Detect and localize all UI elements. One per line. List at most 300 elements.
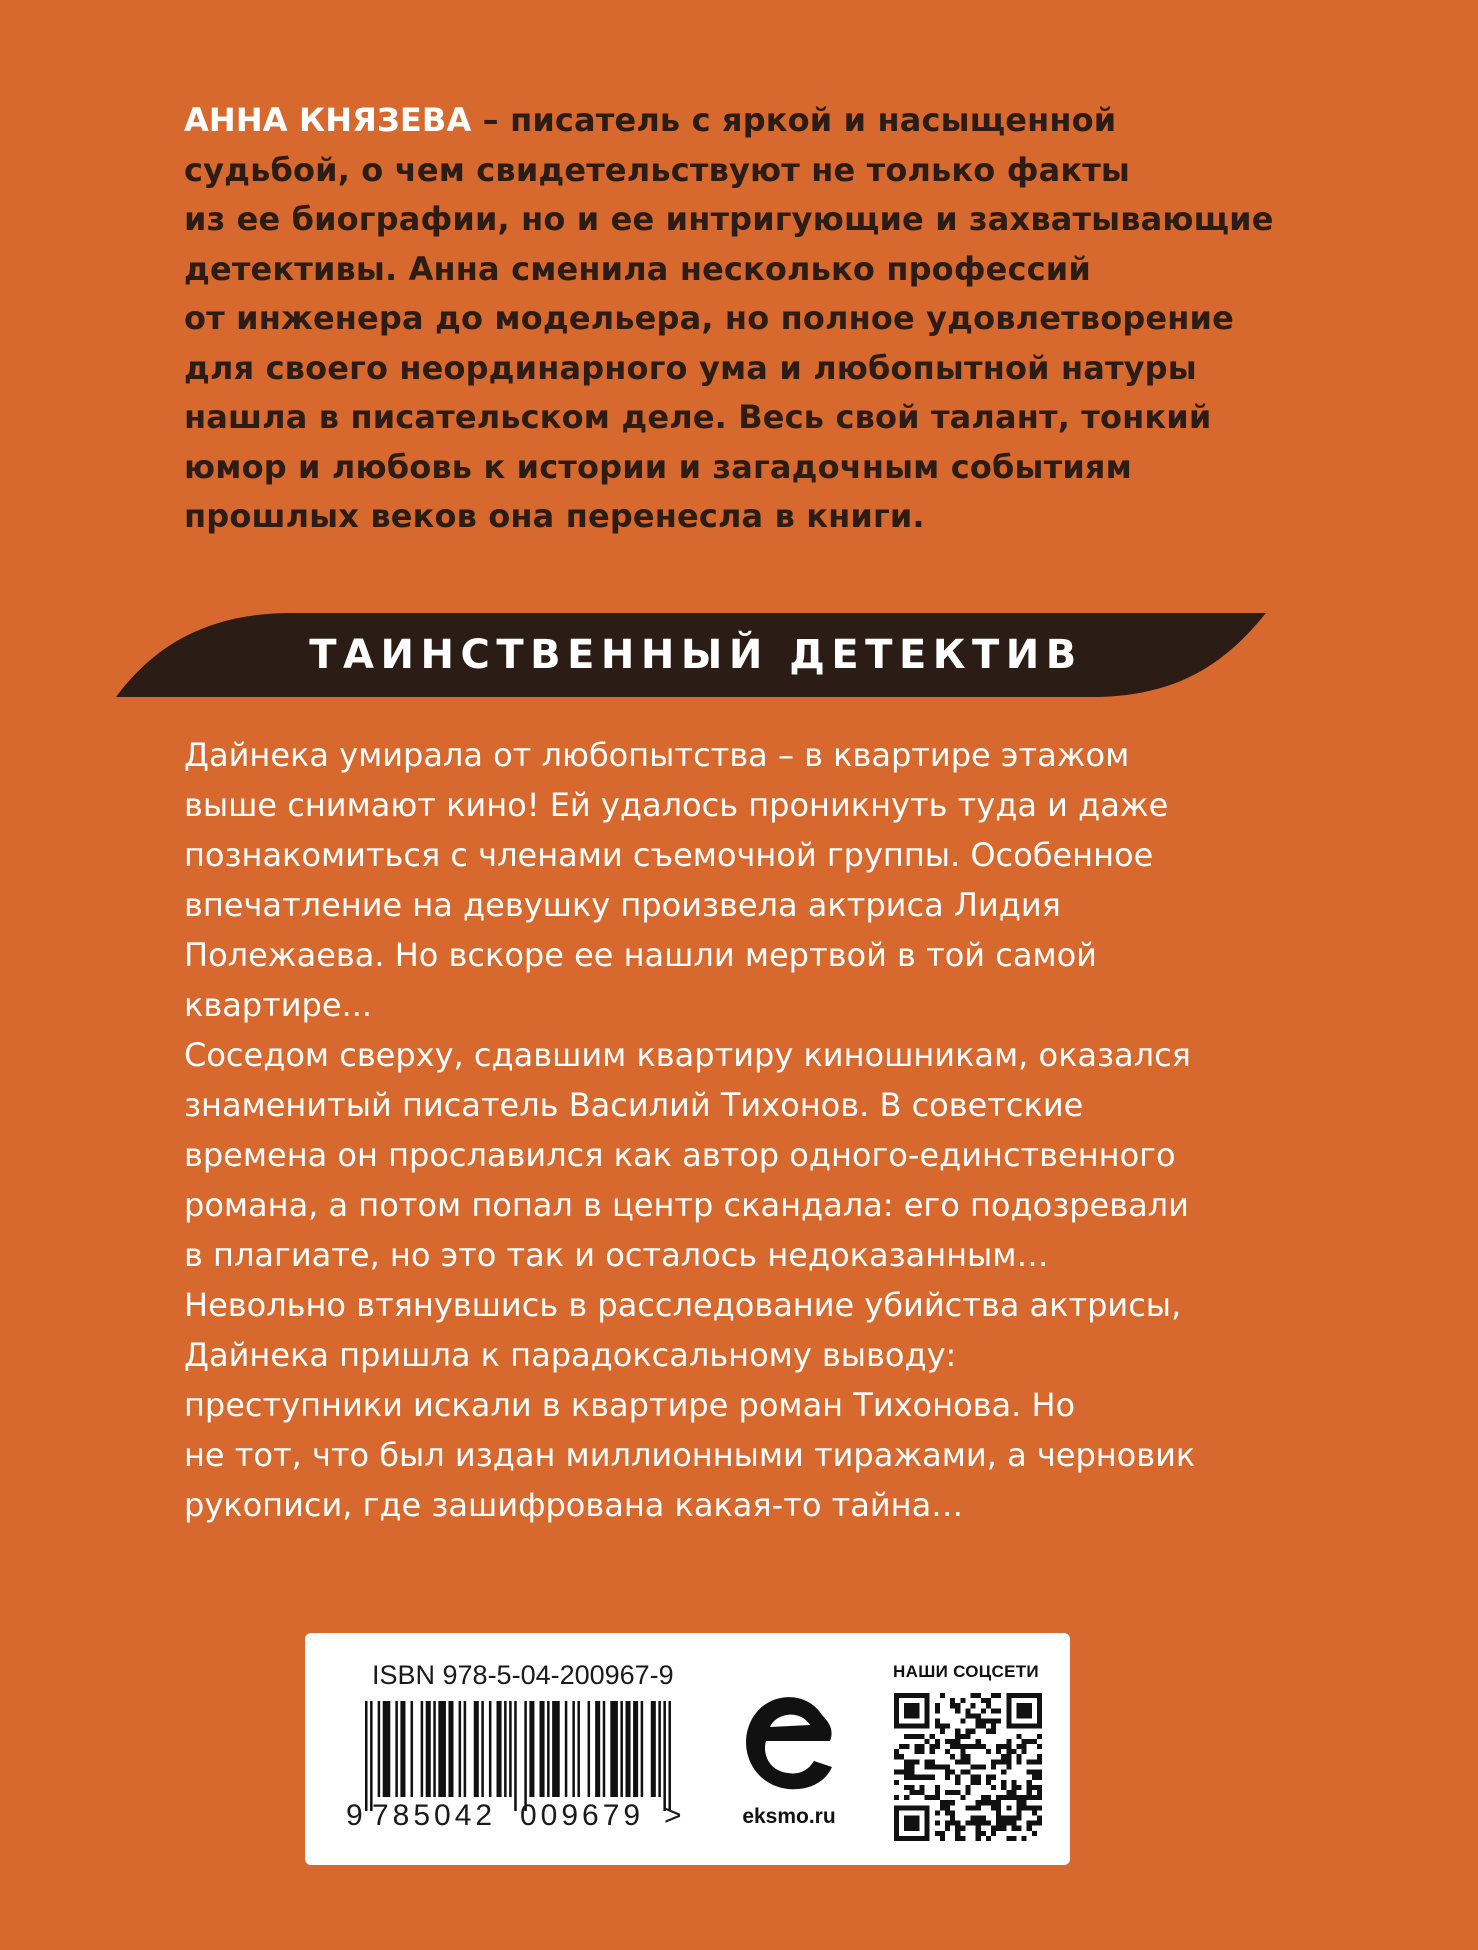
bio-first-line xyxy=(184,96,1304,146)
qr-module xyxy=(996,1821,1001,1826)
qr-module xyxy=(955,1826,960,1831)
social-title: НАШИ СОЦСЕТИ xyxy=(893,1662,1039,1681)
barcode-bar xyxy=(663,1701,666,1811)
book-annotation xyxy=(184,730,1304,1530)
qr-module xyxy=(986,1749,991,1754)
qr-module xyxy=(1011,1826,1016,1831)
qr-module xyxy=(976,1739,981,1744)
qr-module xyxy=(986,1800,991,1805)
qr-module xyxy=(991,1826,996,1831)
barcode-bar xyxy=(509,1701,512,1797)
qr-module xyxy=(981,1795,986,1800)
qr-module xyxy=(935,1719,940,1724)
qr-module xyxy=(1037,1775,1042,1780)
barcode-left-digits: 785042 xyxy=(372,1799,497,1832)
qr-module xyxy=(935,1790,940,1795)
barcode-bar xyxy=(524,1701,527,1811)
qr-module xyxy=(1022,1795,1027,1800)
qr-module xyxy=(1006,1821,1011,1826)
qr-module xyxy=(1011,1785,1016,1790)
qr-module xyxy=(945,1724,950,1729)
qr-module xyxy=(976,1764,981,1769)
qr-module xyxy=(925,1795,930,1800)
qr-module xyxy=(991,1724,996,1729)
barcode-bar xyxy=(365,1701,368,1811)
barcode-bar xyxy=(651,1701,656,1797)
qr-module xyxy=(971,1744,976,1749)
qr-module xyxy=(960,1754,965,1759)
qr-module xyxy=(991,1775,996,1780)
annotation-line: времена он прославился как автор одного-единственного xyxy=(184,1136,1176,1174)
qr-module xyxy=(1037,1785,1042,1790)
qr-module xyxy=(965,1734,970,1739)
qr-module xyxy=(945,1790,950,1795)
qr-module xyxy=(965,1729,970,1734)
qr-module xyxy=(1006,1739,1011,1744)
annotation-line: выше снимают кино! Ей удалось проникнуть туда и даже xyxy=(184,786,1169,824)
qr-module xyxy=(914,1775,919,1780)
barcode-bar xyxy=(438,1701,446,1797)
qr-module xyxy=(1027,1785,1032,1790)
qr-module xyxy=(976,1780,981,1785)
qr-module xyxy=(940,1729,945,1734)
qr-module xyxy=(935,1739,940,1744)
barcode-bar xyxy=(668,1701,671,1811)
bio-line: юмор и любовь к истории и загадочным событиям xyxy=(184,447,1132,486)
barcode-bar xyxy=(633,1701,638,1797)
qr-module xyxy=(955,1708,960,1713)
qr-module xyxy=(935,1795,940,1800)
qr-module xyxy=(991,1759,996,1764)
qr-module xyxy=(930,1744,935,1749)
qr-module xyxy=(1027,1805,1032,1810)
qr-module xyxy=(909,1775,914,1780)
qr-module xyxy=(935,1744,940,1749)
qr-module xyxy=(971,1713,976,1718)
qr-module xyxy=(1001,1826,1006,1831)
qr-module xyxy=(1037,1815,1042,1820)
annotation-line: впечатление на девушку произвела актриса Лидия xyxy=(184,886,1061,924)
qr-module xyxy=(945,1764,950,1769)
qr-module xyxy=(1037,1734,1042,1739)
qr-module xyxy=(1022,1739,1027,1744)
qr-module xyxy=(976,1724,981,1729)
annotation-line: Невольно втянувшись в расследование убийства актрисы, xyxy=(184,1286,1182,1324)
qr-module xyxy=(925,1739,930,1744)
qr-module xyxy=(971,1815,976,1820)
qr-module xyxy=(1022,1744,1027,1749)
qr-module xyxy=(991,1785,996,1790)
qr-module xyxy=(976,1821,981,1826)
barcode-bar xyxy=(378,1701,381,1797)
qr-module xyxy=(976,1713,981,1718)
qr-module xyxy=(971,1805,976,1810)
qr-module xyxy=(1006,1764,1011,1769)
barcode-bar xyxy=(625,1701,630,1797)
qr-module xyxy=(986,1836,991,1841)
annotation-line: романа, а потом попал в центр скандала: его подозревали xyxy=(184,1186,1189,1224)
qr-module xyxy=(894,1749,899,1754)
qr-module xyxy=(950,1815,955,1820)
qr-module xyxy=(1001,1754,1006,1759)
qr-module xyxy=(1006,1754,1011,1759)
barcode-bar xyxy=(481,1701,484,1797)
bio-line: для своего неординарного ума и любопытной натуры xyxy=(184,348,1197,387)
qr-module xyxy=(904,1764,909,1769)
qr-module xyxy=(1022,1836,1027,1841)
qr-module xyxy=(981,1821,986,1826)
qr-module xyxy=(935,1708,940,1713)
qr-module xyxy=(1032,1831,1037,1836)
annotation-line: знаменитый писатель Василий Тихонов. В советские xyxy=(184,1086,1084,1124)
qr-module xyxy=(960,1749,965,1754)
qr-module xyxy=(981,1800,986,1805)
barcode-bar xyxy=(433,1701,436,1797)
qr-module xyxy=(945,1749,950,1754)
qr-module xyxy=(909,1764,914,1769)
qr-module xyxy=(1016,1703,1031,1718)
qr-module xyxy=(1032,1821,1037,1826)
qr-module xyxy=(894,1754,899,1759)
qr-module xyxy=(945,1821,950,1826)
qr-module xyxy=(940,1693,945,1698)
barcode-bar xyxy=(448,1701,453,1797)
qr-module xyxy=(1027,1770,1032,1775)
qr-module xyxy=(981,1719,986,1724)
qr-module xyxy=(996,1826,1001,1831)
barcode-bar xyxy=(504,1701,507,1797)
barcode-digits xyxy=(346,1799,683,1833)
qr-module xyxy=(1011,1821,1016,1826)
qr-module xyxy=(899,1754,904,1759)
qr-module xyxy=(955,1729,960,1734)
qr-module xyxy=(930,1759,935,1764)
qr-module xyxy=(950,1739,955,1744)
barcode-bar xyxy=(658,1701,661,1797)
qr-module xyxy=(904,1775,909,1780)
qr-module xyxy=(991,1800,996,1805)
qr-module xyxy=(986,1719,991,1724)
qr-module xyxy=(925,1759,930,1764)
qr-module xyxy=(960,1795,965,1800)
qr-module xyxy=(976,1775,981,1780)
qr-module xyxy=(909,1785,914,1790)
genre-banner-label: ТАИНСТВЕННЫЙ ДЕТЕКТИВ xyxy=(309,632,1083,678)
qr-module xyxy=(930,1734,935,1739)
qr-module xyxy=(935,1703,940,1708)
qr-module xyxy=(935,1831,940,1836)
qr-module xyxy=(1032,1770,1037,1775)
qr-module xyxy=(1016,1785,1021,1790)
qr-module xyxy=(894,1770,899,1775)
qr-module xyxy=(971,1821,976,1826)
qr-module xyxy=(935,1821,940,1826)
annotation-line: квартире... xyxy=(184,986,373,1024)
qr-module xyxy=(971,1693,976,1698)
barcode-bar xyxy=(426,1701,431,1797)
qr-module xyxy=(909,1759,914,1764)
qr-module xyxy=(1032,1759,1037,1764)
qr-module xyxy=(965,1805,970,1810)
qr-module xyxy=(945,1770,950,1775)
qr-module xyxy=(981,1815,986,1820)
barcode-bar xyxy=(411,1701,414,1797)
qr-module xyxy=(930,1775,935,1780)
qr-module xyxy=(914,1749,919,1754)
annotation-line: познакомиться с членами съемочной группы. Особенное xyxy=(184,836,1154,874)
qr-module xyxy=(1011,1836,1016,1841)
qr-module xyxy=(945,1810,950,1815)
qr-module xyxy=(950,1754,955,1759)
qr-module xyxy=(1027,1780,1032,1785)
qr-module xyxy=(955,1703,960,1708)
qr-module xyxy=(955,1836,960,1841)
qr-module xyxy=(965,1759,970,1764)
qr-module xyxy=(986,1780,991,1785)
annotation-line: не тот, что был издан миллионными тиражами, а черновик xyxy=(184,1436,1196,1474)
qr-module xyxy=(971,1764,976,1769)
publisher-site: eksmo.ru xyxy=(742,1805,836,1828)
qr-module xyxy=(1016,1754,1021,1759)
qr-module xyxy=(1016,1826,1021,1831)
qr-module xyxy=(1022,1805,1027,1810)
annotation-line: Соседом сверху, сдавшим квартиру киношникам, оказался xyxy=(184,1036,1191,1074)
qr-module xyxy=(971,1780,976,1785)
annotation-line: в плагиате, но это так и осталось недоказанным… xyxy=(184,1236,1049,1274)
qr-module xyxy=(945,1805,950,1810)
qr-module xyxy=(986,1729,991,1734)
qr-module xyxy=(960,1759,965,1764)
qr-module xyxy=(996,1759,1001,1764)
bio-line: нашла в писательском деле. Весь свой талант, тонкий xyxy=(184,398,1212,436)
qr-module xyxy=(1022,1749,1027,1754)
qr-module xyxy=(904,1795,909,1800)
qr-module xyxy=(925,1775,930,1780)
qr-module xyxy=(950,1800,955,1805)
qr-module xyxy=(914,1734,919,1739)
barcode-bar xyxy=(514,1701,517,1811)
barcode-lead-digit: 9 xyxy=(346,1799,364,1832)
qr-module xyxy=(1027,1826,1032,1831)
qr-module xyxy=(976,1826,981,1831)
qr-module xyxy=(976,1800,981,1805)
qr-module xyxy=(965,1785,970,1790)
qr-module xyxy=(950,1744,955,1749)
qr-module xyxy=(1006,1790,1011,1795)
qr-module xyxy=(899,1744,904,1749)
qr-module xyxy=(991,1719,996,1724)
barcode-bar xyxy=(474,1701,479,1797)
qr-module xyxy=(950,1790,955,1795)
qr-module xyxy=(1037,1770,1042,1775)
barcode-bar xyxy=(459,1701,462,1797)
qr-module xyxy=(991,1708,996,1713)
qr-module xyxy=(1027,1759,1032,1764)
qr-module xyxy=(955,1831,960,1836)
qr-module xyxy=(981,1744,986,1749)
qr-module xyxy=(1011,1790,1016,1795)
barcode-bar xyxy=(400,1701,405,1797)
qr-module xyxy=(955,1759,960,1764)
bio-line: от инженера до модельера, но полное удовлетворение xyxy=(184,299,1234,337)
qr-module xyxy=(960,1836,965,1841)
barcode-bar xyxy=(552,1701,560,1797)
qr-module xyxy=(945,1739,950,1744)
qr-module xyxy=(930,1749,935,1754)
qr-module xyxy=(899,1770,904,1775)
qr-module xyxy=(976,1693,981,1698)
qr-module xyxy=(945,1800,950,1805)
bio-first-line-text: – писатель с яркой и насыщенной xyxy=(471,101,1117,139)
qr-module xyxy=(991,1805,996,1810)
qr-module xyxy=(935,1785,940,1790)
barcode-bar xyxy=(572,1701,575,1797)
qr-module xyxy=(925,1764,930,1769)
qr-module xyxy=(1006,1805,1011,1810)
barcode-bar xyxy=(603,1701,606,1797)
qr-module xyxy=(1032,1739,1037,1744)
qr-module xyxy=(965,1713,970,1718)
qr-module xyxy=(981,1724,986,1729)
qr-module xyxy=(965,1754,970,1759)
qr-module xyxy=(1037,1759,1042,1764)
qr-module xyxy=(935,1810,940,1815)
qr-module xyxy=(904,1785,909,1790)
qr-module xyxy=(1022,1800,1027,1805)
qr-module xyxy=(940,1800,945,1805)
qr-module xyxy=(1011,1749,1016,1754)
qr-module xyxy=(1037,1795,1042,1800)
barcode-tail-mark: > xyxy=(664,1799,683,1832)
barcode-bar xyxy=(577,1701,580,1797)
barcode-bar xyxy=(540,1701,545,1797)
qr-module xyxy=(986,1698,991,1703)
qr-module xyxy=(965,1744,970,1749)
qr-module xyxy=(965,1821,970,1826)
barcode-bar xyxy=(383,1701,391,1797)
qr-module xyxy=(904,1770,909,1775)
qr-module xyxy=(894,1780,899,1785)
qr-module xyxy=(976,1831,981,1836)
qr-module xyxy=(981,1764,986,1769)
qr-module xyxy=(904,1703,919,1718)
qr-module xyxy=(991,1764,996,1769)
barcode-bar xyxy=(588,1701,591,1797)
qr-module xyxy=(920,1734,925,1739)
qr-module xyxy=(909,1790,914,1795)
qr-module xyxy=(955,1790,960,1795)
qr-module xyxy=(935,1724,940,1729)
qr-module xyxy=(920,1785,925,1790)
qr-module xyxy=(894,1795,899,1800)
qr-module xyxy=(996,1749,1001,1754)
qr-module xyxy=(976,1815,981,1820)
qr-module xyxy=(1032,1775,1037,1780)
qr-module xyxy=(991,1693,996,1698)
qr-module xyxy=(986,1703,991,1708)
qr-module xyxy=(960,1770,965,1775)
qr-module xyxy=(1032,1805,1037,1810)
qr-module xyxy=(1001,1785,1006,1790)
qr-module xyxy=(950,1770,955,1775)
qr-module xyxy=(955,1775,960,1780)
qr-module xyxy=(976,1719,981,1724)
qr-module xyxy=(955,1821,960,1826)
isbn-box xyxy=(305,1633,1070,1865)
qr-module xyxy=(950,1703,955,1708)
annotation-line: рукописи, где зашифрована какая-то тайна… xyxy=(184,1486,964,1524)
qr-module xyxy=(955,1734,960,1739)
qr-module xyxy=(940,1764,945,1769)
qr-module xyxy=(1027,1821,1032,1826)
qr-module xyxy=(971,1729,976,1734)
qr-module xyxy=(1027,1790,1032,1795)
qr-module xyxy=(1037,1744,1042,1749)
qr-module xyxy=(981,1698,986,1703)
isbn-number: ISBN 978-5-04-200967-9 xyxy=(372,1660,674,1690)
qr-module xyxy=(920,1775,925,1780)
qr-module xyxy=(1001,1744,1006,1749)
qr-module xyxy=(920,1790,925,1795)
barcode-bar xyxy=(464,1701,467,1797)
qr-module xyxy=(920,1749,925,1754)
qr-module xyxy=(986,1795,991,1800)
qr-module xyxy=(1006,1836,1011,1841)
qr-module xyxy=(914,1759,919,1764)
qr-module xyxy=(1016,1734,1021,1739)
qr-module xyxy=(1006,1749,1011,1754)
qr-module xyxy=(904,1759,909,1764)
qr-module xyxy=(1027,1795,1032,1800)
author-name: АННА КНЯЗЕВА xyxy=(184,101,472,139)
barcode-icon xyxy=(365,1701,671,1811)
bio-line: прошлых веков она перенесла в книги. xyxy=(184,497,925,535)
qr-module xyxy=(960,1719,965,1724)
qr-module xyxy=(1027,1739,1032,1744)
barcode-right-digits: 009679 xyxy=(520,1799,645,1832)
annotation-line: Дайнека пришла к парадоксальному выводу: xyxy=(184,1336,957,1374)
qr-module xyxy=(1037,1790,1042,1795)
bio-line: детективы. Анна сменила несколько профессий xyxy=(184,249,1091,288)
barcode-bar xyxy=(370,1701,373,1811)
qr-module xyxy=(971,1703,976,1708)
annotation-line: Полежаева. Но вскоре ее нашли мертвой в той самой xyxy=(184,936,1097,974)
qr-module xyxy=(981,1708,986,1713)
genre-banner xyxy=(116,613,1266,697)
qr-module xyxy=(965,1770,970,1775)
qr-module xyxy=(945,1775,950,1780)
qr-module xyxy=(940,1831,945,1836)
qr-module xyxy=(1032,1810,1037,1815)
qr-module xyxy=(1037,1821,1042,1826)
barcode-bar xyxy=(421,1701,424,1797)
qr-code-icon xyxy=(894,1693,1042,1841)
qr-module xyxy=(996,1693,1001,1698)
qr-module xyxy=(991,1831,996,1836)
author-bio xyxy=(184,96,1304,542)
qr-module xyxy=(991,1729,996,1734)
qr-module xyxy=(960,1826,965,1831)
qr-module xyxy=(960,1698,965,1703)
qr-module xyxy=(904,1815,919,1830)
barcode-bar xyxy=(641,1701,644,1797)
barcode-bar xyxy=(497,1701,502,1797)
qr-module xyxy=(965,1790,970,1795)
barcode-bar xyxy=(595,1701,600,1797)
qr-module xyxy=(940,1724,945,1729)
qr-module xyxy=(904,1734,909,1739)
qr-module xyxy=(920,1744,925,1749)
